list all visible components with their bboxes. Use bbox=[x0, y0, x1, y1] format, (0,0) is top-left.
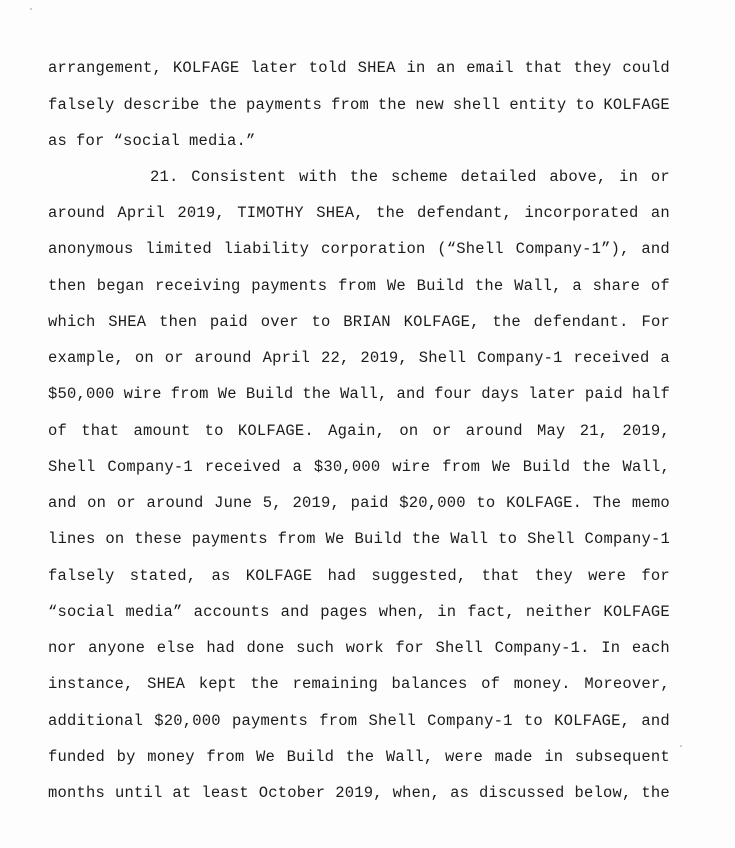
scan-speck bbox=[680, 745, 682, 747]
word: Wall, bbox=[514, 277, 562, 295]
word: SHEA, bbox=[316, 204, 364, 222]
word: pages bbox=[320, 603, 368, 621]
word: they bbox=[534, 567, 573, 585]
word: each bbox=[631, 639, 670, 657]
word: around bbox=[465, 422, 523, 440]
word: $30,000 bbox=[313, 458, 381, 476]
word: then bbox=[48, 277, 87, 295]
word: above, bbox=[549, 168, 607, 186]
word: around bbox=[146, 494, 204, 512]
word: money. bbox=[513, 675, 571, 693]
word: told bbox=[308, 59, 347, 77]
word: detailed bbox=[460, 168, 537, 186]
text-line bbox=[48, 422, 670, 440]
word: days bbox=[481, 385, 520, 403]
word: on bbox=[399, 422, 419, 440]
word: Build bbox=[522, 458, 571, 476]
word: the bbox=[345, 748, 375, 766]
text-line bbox=[48, 748, 670, 766]
text-line bbox=[48, 675, 670, 693]
text-line bbox=[48, 204, 670, 222]
word: an bbox=[436, 59, 456, 77]
word: from bbox=[277, 530, 316, 548]
word: below, bbox=[574, 784, 632, 802]
word: TIMOTHY bbox=[237, 204, 304, 222]
word: fact, bbox=[467, 603, 515, 621]
word: 2019, bbox=[622, 422, 670, 440]
word: describe bbox=[123, 96, 200, 114]
word: scheme bbox=[390, 168, 448, 186]
word: payments bbox=[191, 530, 268, 548]
word: the bbox=[377, 96, 407, 114]
text-line bbox=[48, 313, 670, 331]
text-line bbox=[48, 96, 670, 114]
word: 2019, bbox=[292, 494, 340, 512]
word: the bbox=[411, 530, 441, 548]
word: money bbox=[147, 748, 195, 766]
word: from bbox=[442, 458, 481, 476]
word: We bbox=[491, 458, 511, 476]
word: defendant. bbox=[533, 313, 629, 331]
word: and bbox=[396, 385, 426, 403]
word: nor bbox=[48, 639, 77, 657]
word: the bbox=[302, 385, 331, 403]
word: payments bbox=[231, 712, 308, 730]
word: 5, bbox=[262, 494, 282, 512]
word: falsely bbox=[48, 96, 115, 114]
word: SHEA bbox=[147, 675, 186, 693]
text-line bbox=[48, 458, 670, 476]
text-line bbox=[48, 277, 670, 295]
word: We bbox=[325, 530, 345, 548]
word: 2019, bbox=[335, 784, 383, 802]
word: of bbox=[48, 422, 68, 440]
word: For bbox=[641, 313, 670, 331]
word: stated, bbox=[129, 567, 197, 585]
word: media” bbox=[125, 603, 183, 621]
word: the bbox=[474, 277, 504, 295]
text-line bbox=[48, 567, 670, 585]
word: instance, bbox=[48, 675, 134, 693]
word: Build bbox=[245, 385, 294, 403]
word: paid bbox=[584, 385, 623, 403]
word: Wall, bbox=[385, 748, 434, 766]
word: the bbox=[208, 96, 237, 114]
word: could bbox=[622, 59, 670, 77]
word: wire bbox=[123, 385, 162, 403]
word: neither bbox=[525, 603, 593, 621]
word: as bbox=[48, 132, 68, 150]
word: they bbox=[573, 59, 612, 77]
word: 22, bbox=[320, 349, 350, 367]
word: at bbox=[172, 784, 192, 802]
word: the bbox=[582, 458, 611, 476]
word: liability bbox=[223, 240, 310, 258]
word: arrangement, bbox=[48, 59, 163, 77]
word: from bbox=[338, 277, 377, 295]
word: receiving bbox=[155, 277, 241, 295]
word: such bbox=[296, 639, 335, 657]
word: Consistent bbox=[191, 168, 287, 186]
word: to bbox=[311, 313, 331, 331]
word: on bbox=[134, 349, 154, 367]
text-line bbox=[48, 385, 670, 403]
word: as bbox=[211, 567, 231, 585]
word: had bbox=[206, 639, 235, 657]
word: the bbox=[349, 168, 379, 186]
word: by bbox=[116, 748, 136, 766]
word: October bbox=[258, 784, 326, 802]
word: We bbox=[386, 277, 406, 295]
word: or bbox=[650, 168, 670, 186]
word: Company-1 bbox=[584, 530, 670, 548]
text-line bbox=[48, 132, 670, 150]
text-line bbox=[48, 494, 670, 512]
word: payments bbox=[245, 96, 322, 114]
word: falsely bbox=[48, 567, 115, 585]
word: and bbox=[48, 494, 77, 512]
word: four bbox=[434, 385, 473, 403]
word: Company-1. bbox=[494, 639, 590, 657]
word: KOLFAGE, bbox=[554, 712, 631, 730]
word: for bbox=[395, 639, 424, 657]
word: Wall, bbox=[622, 458, 670, 476]
word: later bbox=[528, 385, 576, 403]
word: Company-1 bbox=[477, 349, 563, 367]
word: the bbox=[250, 675, 279, 693]
word: KOLFAGE bbox=[245, 567, 313, 585]
word: done bbox=[246, 639, 285, 657]
word: Build bbox=[354, 530, 402, 548]
word: the bbox=[492, 313, 521, 331]
word: memo bbox=[631, 494, 670, 512]
word: in bbox=[619, 168, 639, 186]
word: an bbox=[650, 204, 670, 222]
word: June bbox=[214, 494, 253, 512]
word: anonymous bbox=[48, 240, 134, 258]
text-line bbox=[48, 349, 670, 367]
word: KOLFAGE, bbox=[403, 313, 480, 331]
word: SHEA bbox=[357, 59, 396, 77]
word: April bbox=[262, 349, 311, 367]
word: payments bbox=[251, 277, 328, 295]
text-line bbox=[48, 712, 670, 730]
word: In bbox=[601, 639, 621, 657]
word: additional bbox=[48, 712, 144, 730]
word: amount bbox=[133, 422, 191, 440]
word: We bbox=[217, 385, 237, 403]
word: received bbox=[204, 458, 281, 476]
word: the bbox=[376, 204, 405, 222]
word: when, bbox=[378, 603, 427, 621]
word: “social bbox=[113, 132, 181, 150]
word: to bbox=[575, 96, 595, 114]
word: May bbox=[536, 422, 566, 440]
text-line bbox=[48, 784, 670, 802]
word: email bbox=[466, 59, 514, 77]
word: or bbox=[432, 422, 452, 440]
word: We bbox=[256, 748, 276, 766]
word: shell bbox=[452, 96, 501, 114]
word: were bbox=[445, 748, 484, 766]
word: to bbox=[523, 712, 543, 730]
word: on bbox=[105, 530, 125, 548]
word: Wall bbox=[450, 530, 489, 548]
word: wire bbox=[392, 458, 431, 476]
word: from bbox=[319, 712, 358, 730]
word: balances bbox=[391, 675, 468, 693]
word: these bbox=[134, 530, 182, 548]
word: accounts bbox=[193, 603, 270, 621]
word: Company-1 bbox=[107, 458, 193, 476]
word: example, bbox=[48, 349, 125, 367]
word: Shell bbox=[48, 458, 96, 476]
word: Shell bbox=[418, 349, 467, 367]
word: Shell bbox=[527, 530, 575, 548]
word: with bbox=[298, 168, 337, 186]
word: around bbox=[48, 204, 106, 222]
word: new bbox=[415, 96, 444, 114]
word: a bbox=[660, 349, 670, 367]
word: as bbox=[450, 784, 470, 802]
word: remaining bbox=[292, 675, 378, 693]
word: suggested, bbox=[371, 567, 467, 585]
word: over bbox=[260, 313, 299, 331]
word: for bbox=[641, 567, 670, 585]
word: SHEA bbox=[108, 313, 147, 331]
word: half bbox=[631, 385, 670, 403]
text-line bbox=[48, 639, 670, 657]
word: funded bbox=[48, 748, 106, 766]
word: received bbox=[573, 349, 650, 367]
text-line bbox=[48, 603, 670, 621]
word: paid bbox=[209, 313, 248, 331]
word: months bbox=[48, 784, 106, 802]
word: 21. bbox=[150, 168, 179, 186]
word: 2019, bbox=[177, 204, 225, 222]
word: media.” bbox=[189, 132, 256, 150]
word: that bbox=[81, 422, 120, 440]
word: began bbox=[96, 277, 145, 295]
word: from bbox=[206, 748, 245, 766]
word: KOLFAGE. bbox=[506, 494, 583, 512]
word: to bbox=[498, 530, 518, 548]
word: Build bbox=[286, 748, 335, 766]
word: The bbox=[592, 494, 622, 512]
text-line bbox=[48, 59, 670, 77]
word: 21, bbox=[579, 422, 609, 440]
word: Company-1”), bbox=[515, 240, 630, 258]
word: subsequent bbox=[574, 748, 670, 766]
word: else bbox=[156, 639, 195, 657]
word: Shell bbox=[435, 639, 484, 657]
word: work bbox=[345, 639, 384, 657]
word: Build bbox=[416, 277, 465, 295]
word: Moreover, bbox=[584, 675, 670, 693]
word: on bbox=[87, 494, 107, 512]
word: for bbox=[76, 132, 105, 150]
word: share bbox=[592, 277, 641, 295]
word: paid bbox=[350, 494, 389, 512]
word: KOLFAGE. bbox=[237, 422, 314, 440]
word: of bbox=[650, 277, 670, 295]
word: discussed bbox=[479, 784, 565, 802]
word: made bbox=[494, 748, 533, 766]
word: which bbox=[48, 313, 96, 331]
word: to bbox=[476, 494, 496, 512]
word: anyone bbox=[88, 639, 146, 657]
word: were bbox=[588, 567, 627, 585]
word: until bbox=[114, 784, 163, 802]
word: a bbox=[572, 277, 582, 295]
paragraph-first-line bbox=[150, 168, 670, 186]
word: in bbox=[437, 603, 457, 621]
word: Again, bbox=[328, 422, 386, 440]
word: from bbox=[170, 385, 209, 403]
word: and bbox=[641, 240, 670, 258]
word: Company-1 bbox=[427, 712, 513, 730]
word: $20,000 bbox=[399, 494, 466, 512]
word: Shell bbox=[368, 712, 416, 730]
text-line bbox=[48, 240, 670, 258]
word: had bbox=[327, 567, 357, 585]
word: least bbox=[201, 784, 249, 802]
word: KOLFAGE bbox=[603, 603, 670, 621]
word: in bbox=[406, 59, 426, 77]
word: $50,000 bbox=[48, 385, 115, 403]
word: and bbox=[641, 712, 670, 730]
word: lines bbox=[48, 530, 96, 548]
word: (“Shell bbox=[437, 240, 504, 258]
word: the bbox=[641, 784, 670, 802]
word: “social bbox=[48, 603, 115, 621]
word: around bbox=[194, 349, 252, 367]
scan-speck bbox=[30, 8, 32, 10]
word: then bbox=[159, 313, 198, 331]
word: entity bbox=[509, 96, 567, 114]
word: a bbox=[292, 458, 303, 476]
word: or bbox=[164, 349, 184, 367]
word: to bbox=[204, 422, 224, 440]
word: or bbox=[116, 494, 136, 512]
word: later bbox=[250, 59, 298, 77]
word: kept bbox=[198, 675, 237, 693]
word: from bbox=[330, 96, 369, 114]
word: of bbox=[481, 675, 501, 693]
word: April bbox=[117, 204, 165, 222]
word: that bbox=[524, 59, 563, 77]
word: $20,000 bbox=[154, 712, 221, 730]
word: KOLFAGE bbox=[172, 59, 240, 77]
word: defendant, bbox=[417, 204, 513, 222]
word: and bbox=[280, 603, 310, 621]
word: BRIAN bbox=[343, 313, 391, 331]
word: in bbox=[544, 748, 564, 766]
word: limited bbox=[145, 240, 212, 258]
text-line bbox=[48, 530, 670, 548]
word: when, bbox=[392, 784, 441, 802]
word: KOLFAGE bbox=[603, 96, 670, 114]
word: 2019, bbox=[360, 349, 408, 367]
word: corporation bbox=[320, 240, 426, 258]
word: Wall, bbox=[339, 385, 388, 403]
word: that bbox=[481, 567, 520, 585]
word: incorporated bbox=[524, 204, 639, 222]
